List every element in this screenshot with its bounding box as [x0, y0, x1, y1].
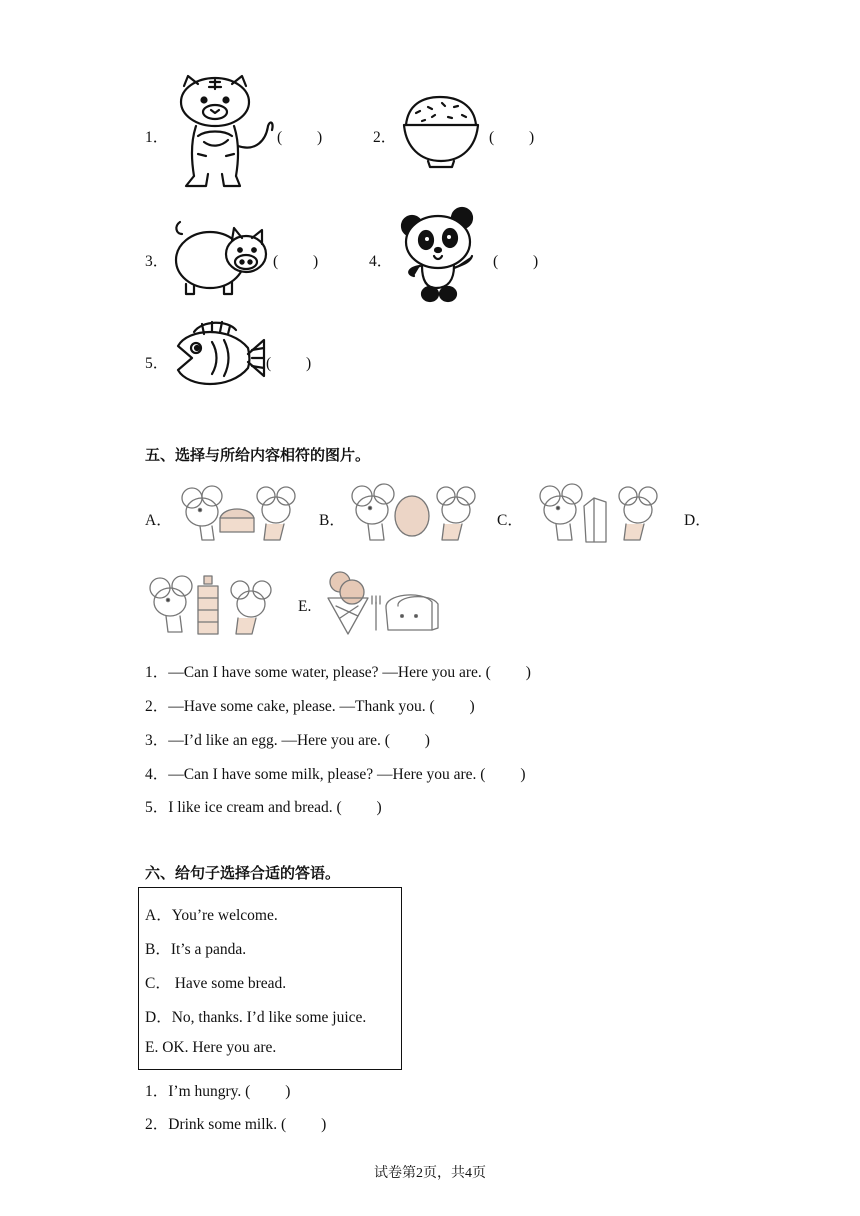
item-number: 1．: [145, 129, 169, 146]
option-label: C．: [497, 512, 523, 529]
section-title: 五、选择与所给内容相符的图片。: [145, 446, 371, 464]
question-line: 2．—Have some cake, please. —Thank you. ( ): [145, 698, 475, 715]
option-label: B．: [319, 512, 345, 529]
question-line: 3．—I’d like an egg. —Here you are. ( ): [145, 732, 430, 749]
answer-blank[interactable]: ( ): [493, 253, 539, 270]
mice-with-egg-image: [350, 484, 480, 544]
answer-blank[interactable]: ( ): [273, 253, 319, 270]
rice-bowl-image: [402, 95, 480, 170]
answer-blank[interactable]: ( ): [266, 355, 312, 372]
option-label: E.: [298, 598, 312, 615]
section-title: 六、给句子选择合适的答语。: [145, 864, 341, 882]
fish-image: [172, 318, 268, 396]
question-line: 4．—Can I have some milk, please? —Here you are. ( ): [145, 766, 526, 783]
mice-with-cake-image: [180, 484, 300, 544]
answer-option: B．It’s a panda.: [145, 941, 247, 958]
item-number: 3．: [145, 253, 169, 270]
answer-option: D．No, thanks. I’d like some juice.: [145, 1009, 367, 1026]
page-footer: 试卷第2页，共4页: [374, 1166, 486, 1181]
question-line: 2．Drink some milk. ( ): [145, 1116, 327, 1133]
pig-image: [172, 216, 272, 298]
answer-blank[interactable]: ( ): [277, 129, 323, 146]
item-number: 2．: [373, 129, 397, 146]
ice-cream-and-bread-image: [322, 568, 442, 640]
mice-with-water-image: [148, 574, 280, 638]
question-line: 5．I like ice cream and bread. ( ): [145, 799, 382, 816]
answer-option: E. OK. Here you are.: [145, 1039, 277, 1056]
question-line: 1．I’m hungry. ( ): [145, 1083, 291, 1100]
question-line: 1．—Can I have some water, please? —Here you are. ( ): [145, 664, 531, 681]
mice-with-milk-image: [538, 484, 662, 546]
option-label: D．: [684, 512, 711, 529]
item-number: 4．: [369, 253, 393, 270]
option-label: A．: [145, 512, 172, 529]
tiger-image: [176, 74, 276, 192]
answer-option: A．You’re welcome.: [145, 907, 278, 924]
answer-option: C． Have some bread.: [145, 975, 287, 992]
answer-blank[interactable]: ( ): [489, 129, 535, 146]
item-number: 5．: [145, 355, 169, 372]
panda-image: [400, 208, 478, 304]
